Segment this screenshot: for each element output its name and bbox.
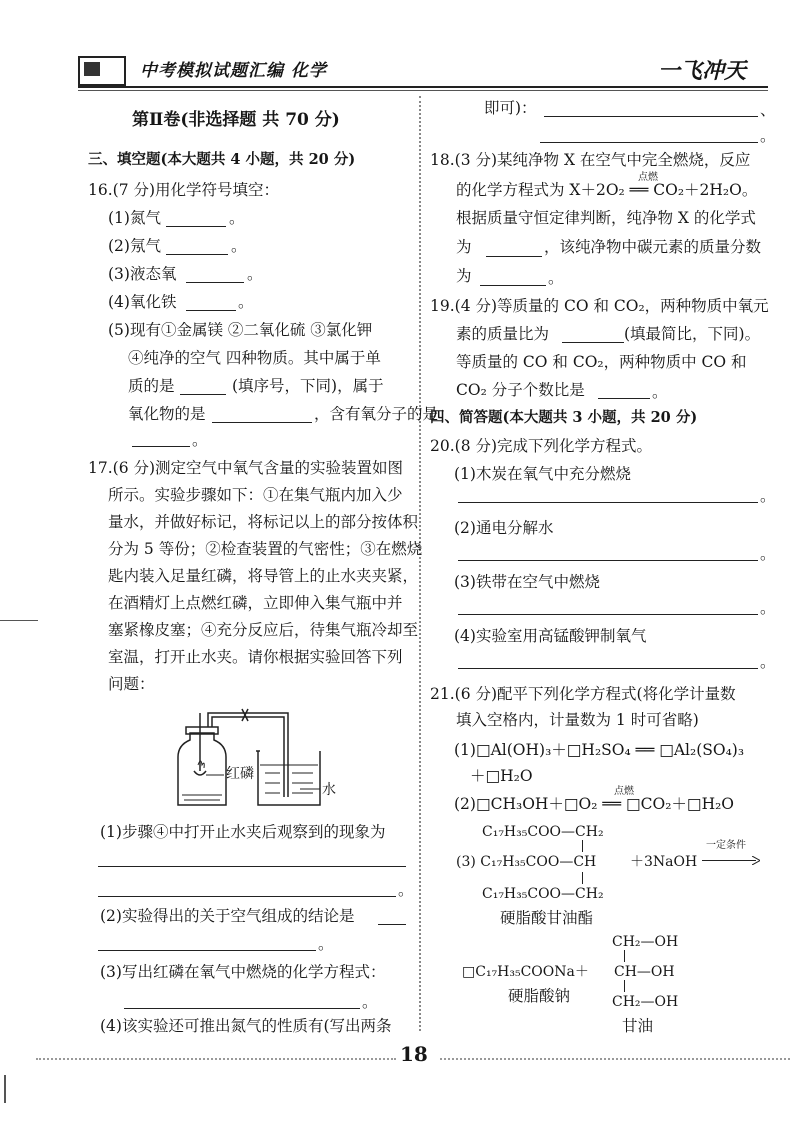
page-number: 18 (400, 1042, 428, 1066)
q16-item-5b: ④纯净的空气 四种物质。其中属于单 (128, 349, 381, 367)
q17-dot-1: 。 (398, 881, 414, 899)
q16-item-1: (1)氮气 (108, 209, 161, 227)
q18-blank-2[interactable] (480, 285, 546, 286)
section-title: 第Ⅱ卷(非选择题 共 70 分) (132, 110, 340, 130)
left-edge-mark-2 (4, 1075, 6, 1103)
q20-stem: 20.(8 分)完成下列化学方程式。 (430, 437, 653, 455)
q18-line-1: 18.(3 分)某纯净物 X 在空气中完全燃烧，反应 (430, 151, 751, 169)
part4-title: 四、简答题(本大题共 3 小题，共 20 分) (430, 409, 698, 426)
q19-line-2b: (填最简比，下同)。 (624, 325, 761, 343)
q17-sub-3: (3)写出红磷在氧气中燃烧的化学方程式： (100, 963, 386, 981)
q16-blank-6[interactable] (212, 422, 312, 423)
q16-dot-3: 。 (247, 265, 263, 283)
q21-line-1: 21.(6 分)配平下列化学方程式(将化学计量数 (430, 685, 736, 703)
q17-line-8: 室温，打开止水夹。请你根据实验回答下列 (108, 648, 403, 666)
q16-blank-4[interactable] (186, 310, 236, 311)
right-top-blank-1[interactable] (544, 116, 758, 117)
q21-fat-name: 硬脂酸甘油酯 (500, 909, 594, 927)
q21-fat-reagent: ＋3NaOH (630, 854, 698, 870)
q16-item-5d-1: 氧化物的是 (128, 405, 206, 423)
right-top-text: 即可)： (484, 99, 537, 117)
q16-item-5d-2: ，含有氧分子的是 (314, 405, 439, 423)
q18-line-2: 的化学方程式为 X＋2O₂ ══ CO₂＋2H₂O。 (456, 181, 758, 199)
q18-line-5: 为 (456, 267, 472, 285)
q21-glycerol-bond-2 (624, 980, 625, 992)
q16-item-5c-1: 质的是 (128, 377, 175, 395)
column-divider (419, 96, 421, 1031)
q20-item-2: (2)通电分解水 (454, 519, 554, 537)
q21-eq-2: (2)□CH₃OH＋□O₂ ══ □CO₂＋□H₂O (454, 795, 735, 813)
right-top-comma: 、 (760, 101, 776, 119)
q16-item-3: (3)液态氧 (108, 265, 177, 283)
q19-line-2a: 素的质量比为 (456, 325, 550, 343)
q18-dot: 。 (548, 269, 564, 287)
q21-fat-mid: (3) C₁₇H₃₅COO—CH (456, 854, 597, 870)
q17-sub-2: (2)实验得出的关于空气组成的结论是 (100, 907, 355, 925)
q21-salt-name: 硬脂酸钠 (508, 987, 571, 1005)
q21-fat-arrow (702, 860, 756, 861)
footer-rule-right (440, 1058, 790, 1060)
q18-line-3: 根据质量守恒定律判断，纯净物 X 的化学式 (456, 209, 756, 227)
q16-item-5c-2: (填序号，下同)，属于 (232, 377, 384, 395)
q17-blank-3[interactable] (124, 1008, 360, 1009)
q17-line-2: 所示。实验步骤如下：①在集气瓶内加入少 (108, 486, 403, 504)
q18-line-4b: ，该纯净物中碳元素的质量分数 (544, 238, 762, 256)
q18-blank-1[interactable] (486, 256, 542, 257)
q21-eq-2-condition: 点燃 (614, 786, 634, 797)
q17-blank-2a[interactable] (378, 924, 406, 925)
q17-line-7: 塞紧橡皮塞；④充分反应后，待集气瓶冷却至 (108, 621, 419, 639)
q21-glycerol-bond-1 (624, 950, 625, 962)
q21-glycerol-3: CH₂—OH (612, 994, 679, 1010)
q16-blank-7[interactable] (132, 446, 190, 447)
q21-line-2: 填入空格内，计量数为 1 时可省略) (456, 711, 699, 729)
header-brand: 一飞冲天 (658, 58, 747, 84)
q16-item-4: (4)氧化铁 (108, 293, 177, 311)
q17-dot-3: 。 (362, 993, 378, 1011)
q19-line-1: 19.(4 分)等质量的 CO 和 CO₂，两种物质中氧元 (430, 297, 769, 315)
q16-dot-2: 。 (231, 237, 247, 255)
right-top-dot: 。 (760, 127, 776, 145)
q16-item-5a: (5)现有①金属镁 ②二氧化硫 ③氯化钾 (108, 321, 373, 339)
q16-blank-3[interactable] (186, 282, 244, 283)
q16-dot-4: 。 (238, 293, 254, 311)
footer-rule-left (36, 1058, 396, 1060)
q18-condition: 点燃 (638, 172, 658, 183)
part3-title: 三、填空题(本大题共 4 小题，共 20 分) (88, 151, 356, 168)
q21-glycerol-2: CH—OH (614, 964, 675, 980)
left-edge-mark (0, 620, 38, 621)
q21-glycerol-1: CH₂—OH (612, 934, 679, 950)
q19-line-3: 等质量的 CO 和 CO₂，两种物质中 CO 和 (456, 353, 747, 371)
q19-dot: 。 (652, 383, 668, 401)
q21-fat-bond-up (582, 840, 583, 852)
q20-dot-3: 。 (760, 599, 776, 617)
q17-dot-2: 。 (318, 935, 334, 953)
q16-blank-5[interactable] (180, 394, 226, 395)
q20-dot-2: 。 (760, 545, 776, 563)
q17-line-1: 17.(6 分)测定空气中氧气含量的实验装置如图 (88, 459, 404, 477)
q17-line-5: 匙内装入足量红磷，将导管上的止水夹夹紧， (108, 567, 419, 585)
q21-eq-1a: (1)□Al(OH)₃＋□H₂SO₄ ══ □Al₂(SO₄)₃ (454, 741, 745, 759)
q21-salt: □C₁₇H₃₅COONa＋ (462, 964, 589, 980)
q20-item-1: (1)木炭在氧气中充分燃烧 (454, 465, 631, 483)
q17-sub-1: (1)步骤④中打开止水夹后观察到的现象为 (100, 823, 386, 841)
q17-blank-1b[interactable] (98, 896, 396, 897)
q21-fat-top: C₁₇H₃₅COO—CH₂ (482, 824, 604, 840)
q16-item-2: (2)氖气 (108, 237, 161, 255)
q19-blank-2[interactable] (598, 398, 650, 399)
q20-blank-1[interactable] (458, 502, 758, 503)
q19-line-4: CO₂ 分子个数比是 (456, 381, 585, 399)
right-top-blank-2[interactable] (540, 142, 758, 143)
q16-stem: 16.(7 分)用化学符号填空： (88, 181, 280, 199)
arrow-head-icon (752, 856, 760, 865)
q20-blank-3[interactable] (458, 614, 758, 615)
q17-sub-4: (4)该实验还可推出氮气的性质有(写出两条 (100, 1017, 392, 1035)
q20-dot-1: 。 (760, 487, 776, 505)
q17-line-4: 分为 5 等份；②检查装置的气密性；③在燃烧 (108, 540, 423, 558)
q20-blank-2[interactable] (458, 560, 758, 561)
header-logo-inner (84, 62, 100, 76)
header-book-title: 中考模拟试题汇编 化学 (140, 61, 327, 81)
q18-line-4a: 为 (456, 238, 472, 256)
label-water: 水 (322, 782, 336, 798)
q17-line-3: 量水，并做好标记，将标记以上的部分按体积 (108, 513, 419, 531)
q17-blank-1a[interactable] (98, 866, 406, 867)
q21-fat-bond-down (582, 872, 583, 884)
q21-fat-bot: C₁₇H₃₅COO—CH₂ (482, 886, 604, 902)
q20-dot-4: 。 (760, 653, 776, 671)
q17-line-9: 问题： (108, 675, 155, 693)
q16-blank-1[interactable] (166, 226, 226, 227)
header-rule-thin (78, 90, 768, 91)
q20-item-3: (3)铁带在空气中燃烧 (454, 573, 600, 591)
q17-blank-2b[interactable] (98, 950, 316, 951)
q16-dot-7: 。 (192, 431, 208, 449)
q17-line-6: 在酒精灯上点燃红磷，立即伸入集气瓶中并 (108, 594, 403, 612)
q20-blank-4[interactable] (458, 668, 758, 669)
header-rule (78, 86, 768, 88)
q16-blank-2[interactable] (166, 254, 228, 255)
q21-fat-condition: 一定条件 (706, 840, 746, 851)
q16-dot-1: 。 (229, 209, 245, 227)
q21-glycerol-name: 甘油 (622, 1017, 654, 1035)
label-red-phosphorus: 红磷 (226, 766, 254, 782)
q20-item-4: (4)实验室用高锰酸钾制氧气 (454, 627, 647, 645)
q19-blank-1[interactable] (562, 342, 624, 343)
q21-eq-1b: ＋□H₂O (470, 767, 533, 785)
